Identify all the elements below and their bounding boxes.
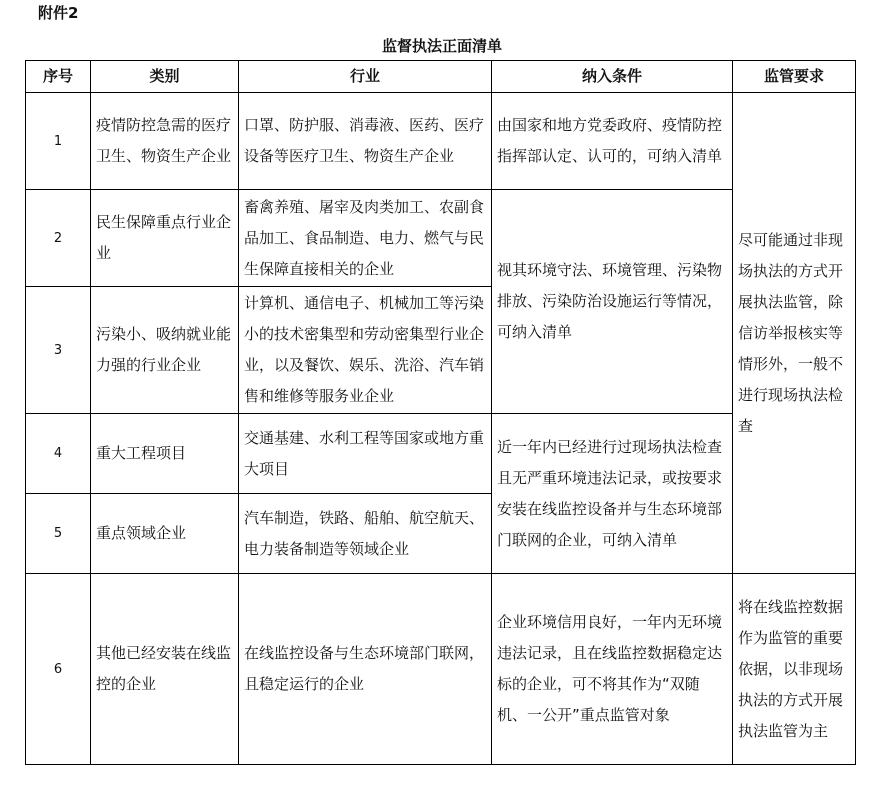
header-seq: 序号 (26, 61, 91, 93)
document-title: 监督执法正面清单 (381, 37, 502, 55)
header-industry: 行业 (239, 61, 492, 93)
table-row (26, 574, 856, 765)
attachment-label: 附件2 (38, 4, 79, 22)
conditions-cell: 企业环境信用良好，一年内无环境违法记录，且在线监控数据稳定达标的企业，可不将其作为“双随机、一公开”重点监管对象 (492, 574, 733, 765)
table-header-row (26, 61, 856, 93)
row-seq: 5 (26, 494, 91, 574)
row-category: 疫情防控急需的医疗卫生、物资生产企业 (91, 93, 239, 190)
requirements-cell: 尽可能通过非现场执法的方式开展执法监管，除信访举报核实等情形外，一般不进行现场执法检查 (733, 93, 856, 574)
header-requirements: 监管要求 (733, 61, 856, 93)
supervision-list-table (25, 60, 856, 765)
row-seq: 4 (26, 414, 91, 494)
header-category: 类别 (91, 61, 239, 93)
row-category: 其他已经安装在线监控的企业 (91, 574, 239, 765)
row-industry: 畜禽养殖、屠宰及肉类加工、农副食品加工、食品制造、电力、燃气与民生保障直接相关的企业 (239, 190, 492, 287)
table-row (26, 414, 856, 494)
conditions-cell: 视其环境守法、环境管理、污染物排放、污染防治设施运行等情况，可纳入清单 (492, 190, 733, 414)
row-category: 污染小、吸纳就业能力强的行业企业 (91, 287, 239, 414)
table-row (26, 93, 856, 190)
header-conditions: 纳入条件 (492, 61, 733, 93)
row-category: 重点领域企业 (91, 494, 239, 574)
conditions-cell: 近一年内已经进行过现场执法检查且无严重环境违法记录，或按要求安装在线监控设备并与生态环境部门联网的企业，可纳入清单 (492, 414, 733, 574)
row-seq: 3 (26, 287, 91, 414)
table-row (26, 190, 856, 287)
row-industry: 交通基建、水利工程等国家或地方重大项目 (239, 414, 492, 494)
row-seq: 1 (26, 93, 91, 190)
row-industry: 口罩、防护服、消毒液、医药、医疗设备等医疗卫生、物资生产企业 (239, 93, 492, 190)
row-industry: 汽车制造，铁路、船舶、航空航天、电力装备制造等领域企业 (239, 494, 492, 574)
row-industry: 在线监控设备与生态环境部门联网，且稳定运行的企业 (239, 574, 492, 765)
row-category: 民生保障重点行业企业 (91, 190, 239, 287)
conditions-cell: 由国家和地方党委政府、疫情防控指挥部认定、认可的，可纳入清单 (492, 93, 733, 190)
row-seq: 6 (26, 574, 91, 765)
row-industry: 计算机、通信电子、机械加工等污染小的技术密集型和劳动密集型行业企业，以及餐饮、娱乐、洗浴、汽车销售和维修等服务业企业 (239, 287, 492, 414)
row-seq: 2 (26, 190, 91, 287)
requirements-cell: 将在线监控数据作为监管的重要依据，以非现场执法的方式开展执法监管为主 (733, 574, 856, 765)
row-category: 重大工程项目 (91, 414, 239, 494)
